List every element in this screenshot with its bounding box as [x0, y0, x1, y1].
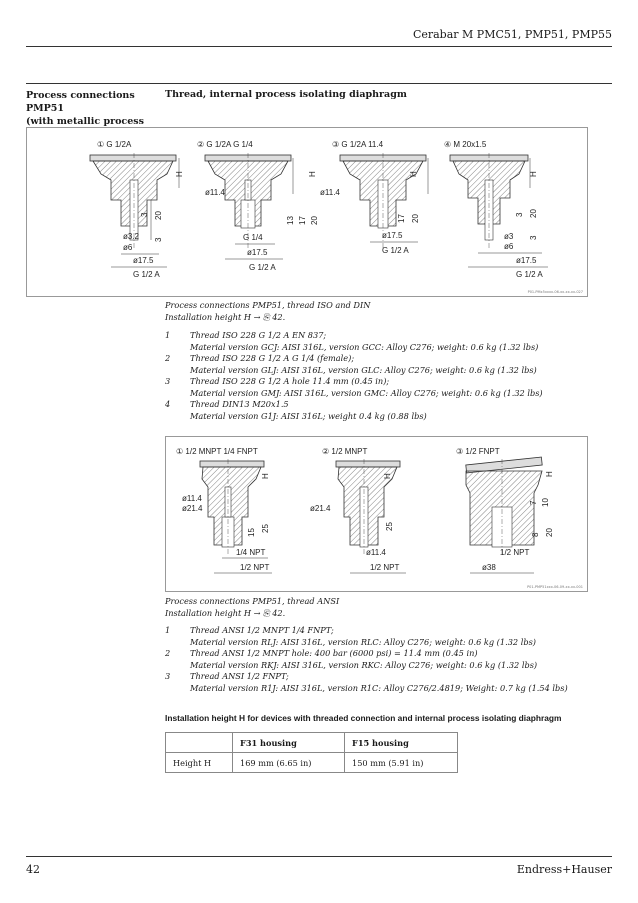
caption-line: Process connections PMP51, thread ISO and DIN [165, 300, 371, 310]
drawing-4 [444, 140, 548, 279]
caption-2 [165, 596, 339, 619]
drawing-4-d1: 3 [515, 212, 524, 217]
drawing-3-dia: ø17.5 [382, 231, 403, 240]
drawing-2-thread2: G 1/2 A [249, 263, 276, 272]
table-header-row [166, 733, 458, 753]
drawing-2 [197, 140, 319, 272]
list-item: 2 Thread ANSI 1/2 MNPT hole: 400 bar (6000 psi) = 11.4 mm (0.45 in) Material version RKJ: AISI 316L, version RKC: Alloy C276; weight: 0.6 kg (1.32 lbs) [165, 648, 538, 670]
drawing-ansi-1-h: H [261, 473, 270, 479]
footer-rule [26, 856, 612, 857]
drawing-ansi-2-tag: ② 1/2 MNPT [322, 447, 368, 456]
drawing-4-h: H [529, 171, 538, 177]
drawing-ansi-2 [310, 447, 406, 573]
page-header-title: Cerabar M PMC51, PMP51, PMP55 [412, 28, 612, 41]
drawing-ansi-2-d1: 25 [385, 522, 394, 531]
figure-ansi-drawing [166, 437, 587, 591]
list-item: 3 Thread ANSI 1/2 FNPT; Material version R1J: AISI 316L, version R1C: Alloy C276/2.4819; Weight: 0.7 kg (1.54 lbs) [165, 671, 568, 693]
drawing-4-thread: G 1/2 A [516, 270, 543, 279]
figure-iso-din-threads [26, 127, 588, 297]
drawing-ansi-3 [456, 447, 554, 573]
section-title: Thread, internal process isolating diaphragm [165, 89, 407, 100]
header-rule [26, 46, 612, 47]
caption-line: Process connections PMP51, thread ANSI [165, 596, 340, 606]
drawing-ansi-1-tag: ① 1/2 MNPT 1/4 FNPT [176, 447, 258, 456]
drawing-ansi-1-t2: 1/2 NPT [240, 563, 270, 572]
drawing-3-dia-top: ø11.4 [320, 188, 340, 197]
footer-brand: Endress+Hauser [516, 863, 612, 876]
drawing-1-d3: 3 [154, 237, 163, 242]
drawing-ansi-1-dia-b: ø21.4 [182, 504, 203, 513]
drawing-ansi-1-t1: 1/4 NPT [236, 548, 266, 557]
drawing-ansi-3-h: H [545, 471, 554, 477]
list-item: 3 Thread ISO 228 G 1/2 A hole 11.4 mm (0.45 in); Material version GMJ: AISI 316L, version GMC: Alloy C276; weight: 0.6 kg (1.32 lbs) [165, 376, 543, 398]
drawing-3-thread: G 1/2 A [382, 246, 409, 255]
installation-height-table [165, 732, 458, 773]
drawing-1-dia2: ø6 [123, 243, 133, 252]
drawing-2-dia: ø17.5 [247, 248, 268, 257]
drawing-1-dia1: ø3.2 [123, 232, 140, 241]
drawing-ansi-2-dia: ø11.4 [366, 548, 386, 557]
drawing-ansi-3-d3: 8 [531, 532, 540, 537]
drawing-ansi-3-d2: 10 [541, 498, 550, 507]
table-row [166, 753, 458, 773]
page-number: 42 [26, 863, 40, 876]
drawing-ansi-2-dia-b: ø21.4 [310, 504, 331, 513]
drawing-ansi-2-h: H [383, 473, 392, 479]
drawing-1 [90, 140, 184, 279]
drawing-4-dia3: ø17.5 [516, 256, 537, 265]
table-header-cell: F15 housing [345, 733, 458, 753]
list-item: 4 Thread DIN13 M20x1.5 Material version G1J: AISI 316L; weight 0.4 kg (0.88 lbs) [165, 399, 427, 421]
drawing-1-dia3: ø17.5 [133, 256, 154, 265]
drawing-ansi-1 [176, 447, 272, 573]
drawing-3-d1: 17 [397, 214, 406, 223]
drawing-ansi-3-d4: 20 [545, 528, 554, 537]
table-header-cell [166, 733, 233, 753]
drawing-1-thread: G 1/2 A [133, 270, 160, 279]
table-cell: 150 mm (5.91 in) [345, 753, 458, 773]
drawing-1-tag: ① G 1/2A [97, 140, 132, 149]
drawing-ansi-1-dia-a: ø11.4 [182, 494, 202, 503]
drawing-3-d2: 20 [411, 214, 420, 223]
drawing-ansi-1-d2: 25 [261, 524, 270, 533]
section-label-line: (with metallic process [26, 116, 144, 127]
caption-1-items [165, 330, 543, 422]
drawing-3-tag: ③ G 1/2A 11.4 [332, 140, 384, 149]
drawing-3-h: H [409, 171, 418, 177]
section-rule [26, 83, 612, 84]
drawing-ansi-3-dia: ø38 [482, 563, 496, 572]
drawing-2-tag: ② G 1/2A G 1/4 [197, 140, 253, 149]
table-cell: Height H [166, 753, 233, 773]
drawing-ansi-1-d1: 15 [247, 528, 256, 537]
drawing-1-d1: 3 [140, 212, 149, 217]
drawing-4-d3: 3 [529, 235, 538, 240]
installation-height-title: Installation height H for devices with threaded connection and internal process isolating diaphragm [165, 713, 562, 723]
drawing-1-h: H [175, 171, 184, 177]
drawing-ansi-3-tag: ③ 1/2 FNPT [456, 447, 500, 456]
caption-2-items [165, 625, 568, 694]
drawing-2-h: H [308, 171, 317, 177]
table-header-cell: F31 housing [233, 733, 345, 753]
drawing-4-dia2: ø6 [504, 242, 514, 251]
drawing-4-d2: 20 [529, 209, 538, 218]
drawing-2-thread1: G 1/4 [243, 233, 263, 242]
figure-id: P01-PMx5xxxx-06-xx-xx-xx-027 [527, 290, 583, 294]
drawing-2-d1: 13 [286, 216, 295, 225]
drawing-2-dia-top: ø11.4 [205, 188, 225, 197]
drawing-ansi-3-t: 1/2 NPT [500, 548, 530, 557]
drawing-ansi-2-t: 1/2 NPT [370, 563, 400, 572]
drawing-2-d2: 17 [298, 216, 307, 225]
drawing-3 [320, 140, 428, 255]
list-item: 1 Thread ISO 228 G 1/2 A EN 837; Material version GCJ: AISI 316L, version GCC: Alloy C276; weight: 0.6 kg (1.32 lbs) [165, 330, 539, 352]
section-label-line: Process connections PMP51 [26, 90, 135, 114]
figure-ansi-threads [165, 436, 588, 592]
table-cell: 169 mm (6.65 in) [233, 753, 345, 773]
caption-line: Installation height H → ⎘ 42. [165, 607, 286, 618]
drawing-4-dia1: ø3 [504, 232, 514, 241]
figure-id: P01-PMP51xxx-06-09-xx-xx-001 [527, 585, 583, 589]
caption-line: Installation height H → ⎘ 42. [165, 311, 286, 322]
drawing-2-d3: 20 [310, 216, 319, 225]
figure-iso-din-drawing [27, 128, 587, 296]
list-item: 2 Thread ISO 228 G 1/2 A G 1/4 (female); Material version GLJ: AISI 316L, version GLC: Alloy C276; weight: 0.6 kg (1.32 lbs) [165, 353, 537, 375]
drawing-1-d2: 20 [154, 211, 163, 220]
drawing-4-tag: ④ M 20x1.5 [444, 140, 487, 149]
drawing-ansi-3-d1: 7 [529, 500, 538, 505]
list-item: 1 Thread ANSI 1/2 MNPT 1/4 FNPT; Material version RLJ: AISI 316L, version RLC: Alloy C276; weight: 0.6 kg (1.32 lbs) [165, 625, 536, 647]
caption-1 [165, 300, 370, 323]
